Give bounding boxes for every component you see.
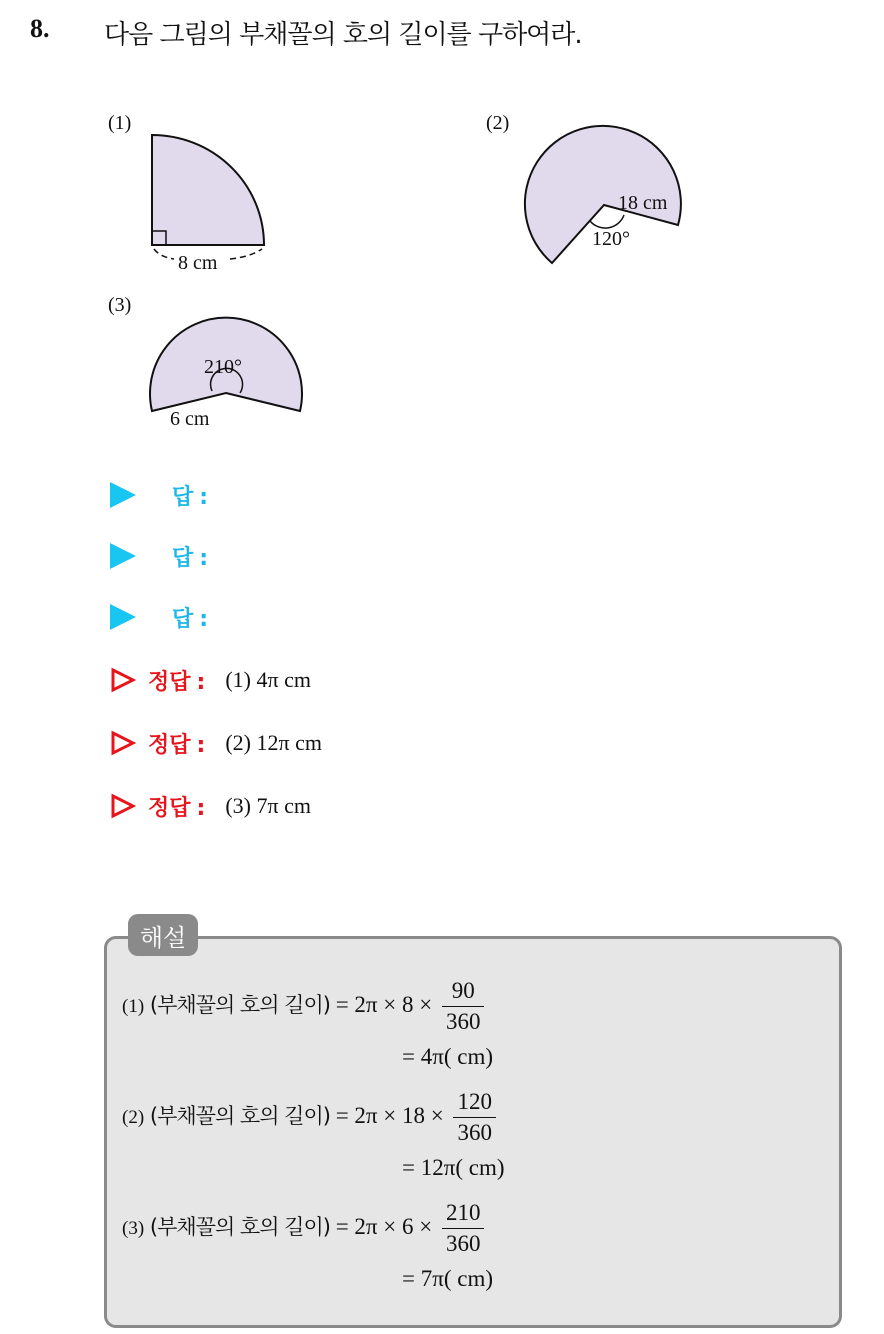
answer-marker-icon [110, 543, 136, 569]
key-row-2 [110, 726, 322, 760]
figure-1-sector [140, 125, 280, 275]
key-value: (2) 12π cm [225, 730, 322, 755]
fraction: $\frac{120}{360}$ [453, 1087, 496, 1148]
figure-1-label: (1) [108, 112, 132, 134]
key-label: 정답 : [148, 732, 206, 758]
solution-line-3: (3) (부채꼴의 호의 길이) = 2π × 6 × $\frac{210}{360}$ [122, 1198, 484, 1259]
answer-row-2 [110, 539, 208, 573]
answer-label: 답 : [172, 606, 209, 632]
key-label: 정답 : [148, 669, 206, 695]
key-row-3 [110, 789, 311, 823]
key-marker-icon [110, 793, 136, 819]
answer-marker-icon [110, 482, 136, 508]
question-text: 다음 그림의 부채꼴의 호의 길이를 구하여라. [104, 20, 582, 50]
solution-line-2: (2) (부채꼴의 호의 길이) = 2π × 18 × $\frac{120}{360}$ [122, 1087, 496, 1148]
answer-marker-icon [110, 604, 136, 630]
solution-line-1: (1) (부채꼴의 호의 길이) = 2π × 8 × $\frac{90}{360}$ [122, 976, 484, 1037]
key-value: (3) 7π cm [225, 793, 311, 818]
figure-1-length: 8 cm [178, 252, 218, 274]
answer-label: 답 : [172, 545, 209, 571]
question-number: 8. [30, 14, 50, 43]
solution-result-1: = 4π( cm) [402, 1044, 494, 1069]
key-marker-icon [110, 667, 136, 693]
figure-2-sector [520, 125, 690, 270]
key-row-1 [110, 663, 311, 697]
figure-2-angle: 120° [592, 228, 630, 250]
answer-row-1 [110, 478, 208, 512]
answer-row-3 [110, 600, 208, 634]
figure-2-label: (2) [486, 112, 510, 134]
figure-2-length: 18 cm [618, 192, 668, 214]
key-label: 정답 : [148, 795, 206, 821]
fraction: $\frac{90}{360}$ [442, 976, 485, 1037]
key-value: (1) 4π cm [225, 667, 311, 692]
key-marker-icon [110, 730, 136, 756]
solution-result-3: = 7π( cm) [402, 1266, 494, 1291]
solution-tag: 해설 [128, 914, 198, 956]
figure-3-label: (3) [108, 294, 132, 316]
solution-result-2: = 12π( cm) [402, 1155, 505, 1180]
figure-3-sector [140, 315, 310, 435]
fraction: $\frac{210}{360}$ [442, 1198, 485, 1259]
answer-label: 답 : [172, 484, 209, 510]
figure-3-angle: 210° [204, 356, 242, 378]
figure-3-length: 6 cm [170, 408, 210, 430]
